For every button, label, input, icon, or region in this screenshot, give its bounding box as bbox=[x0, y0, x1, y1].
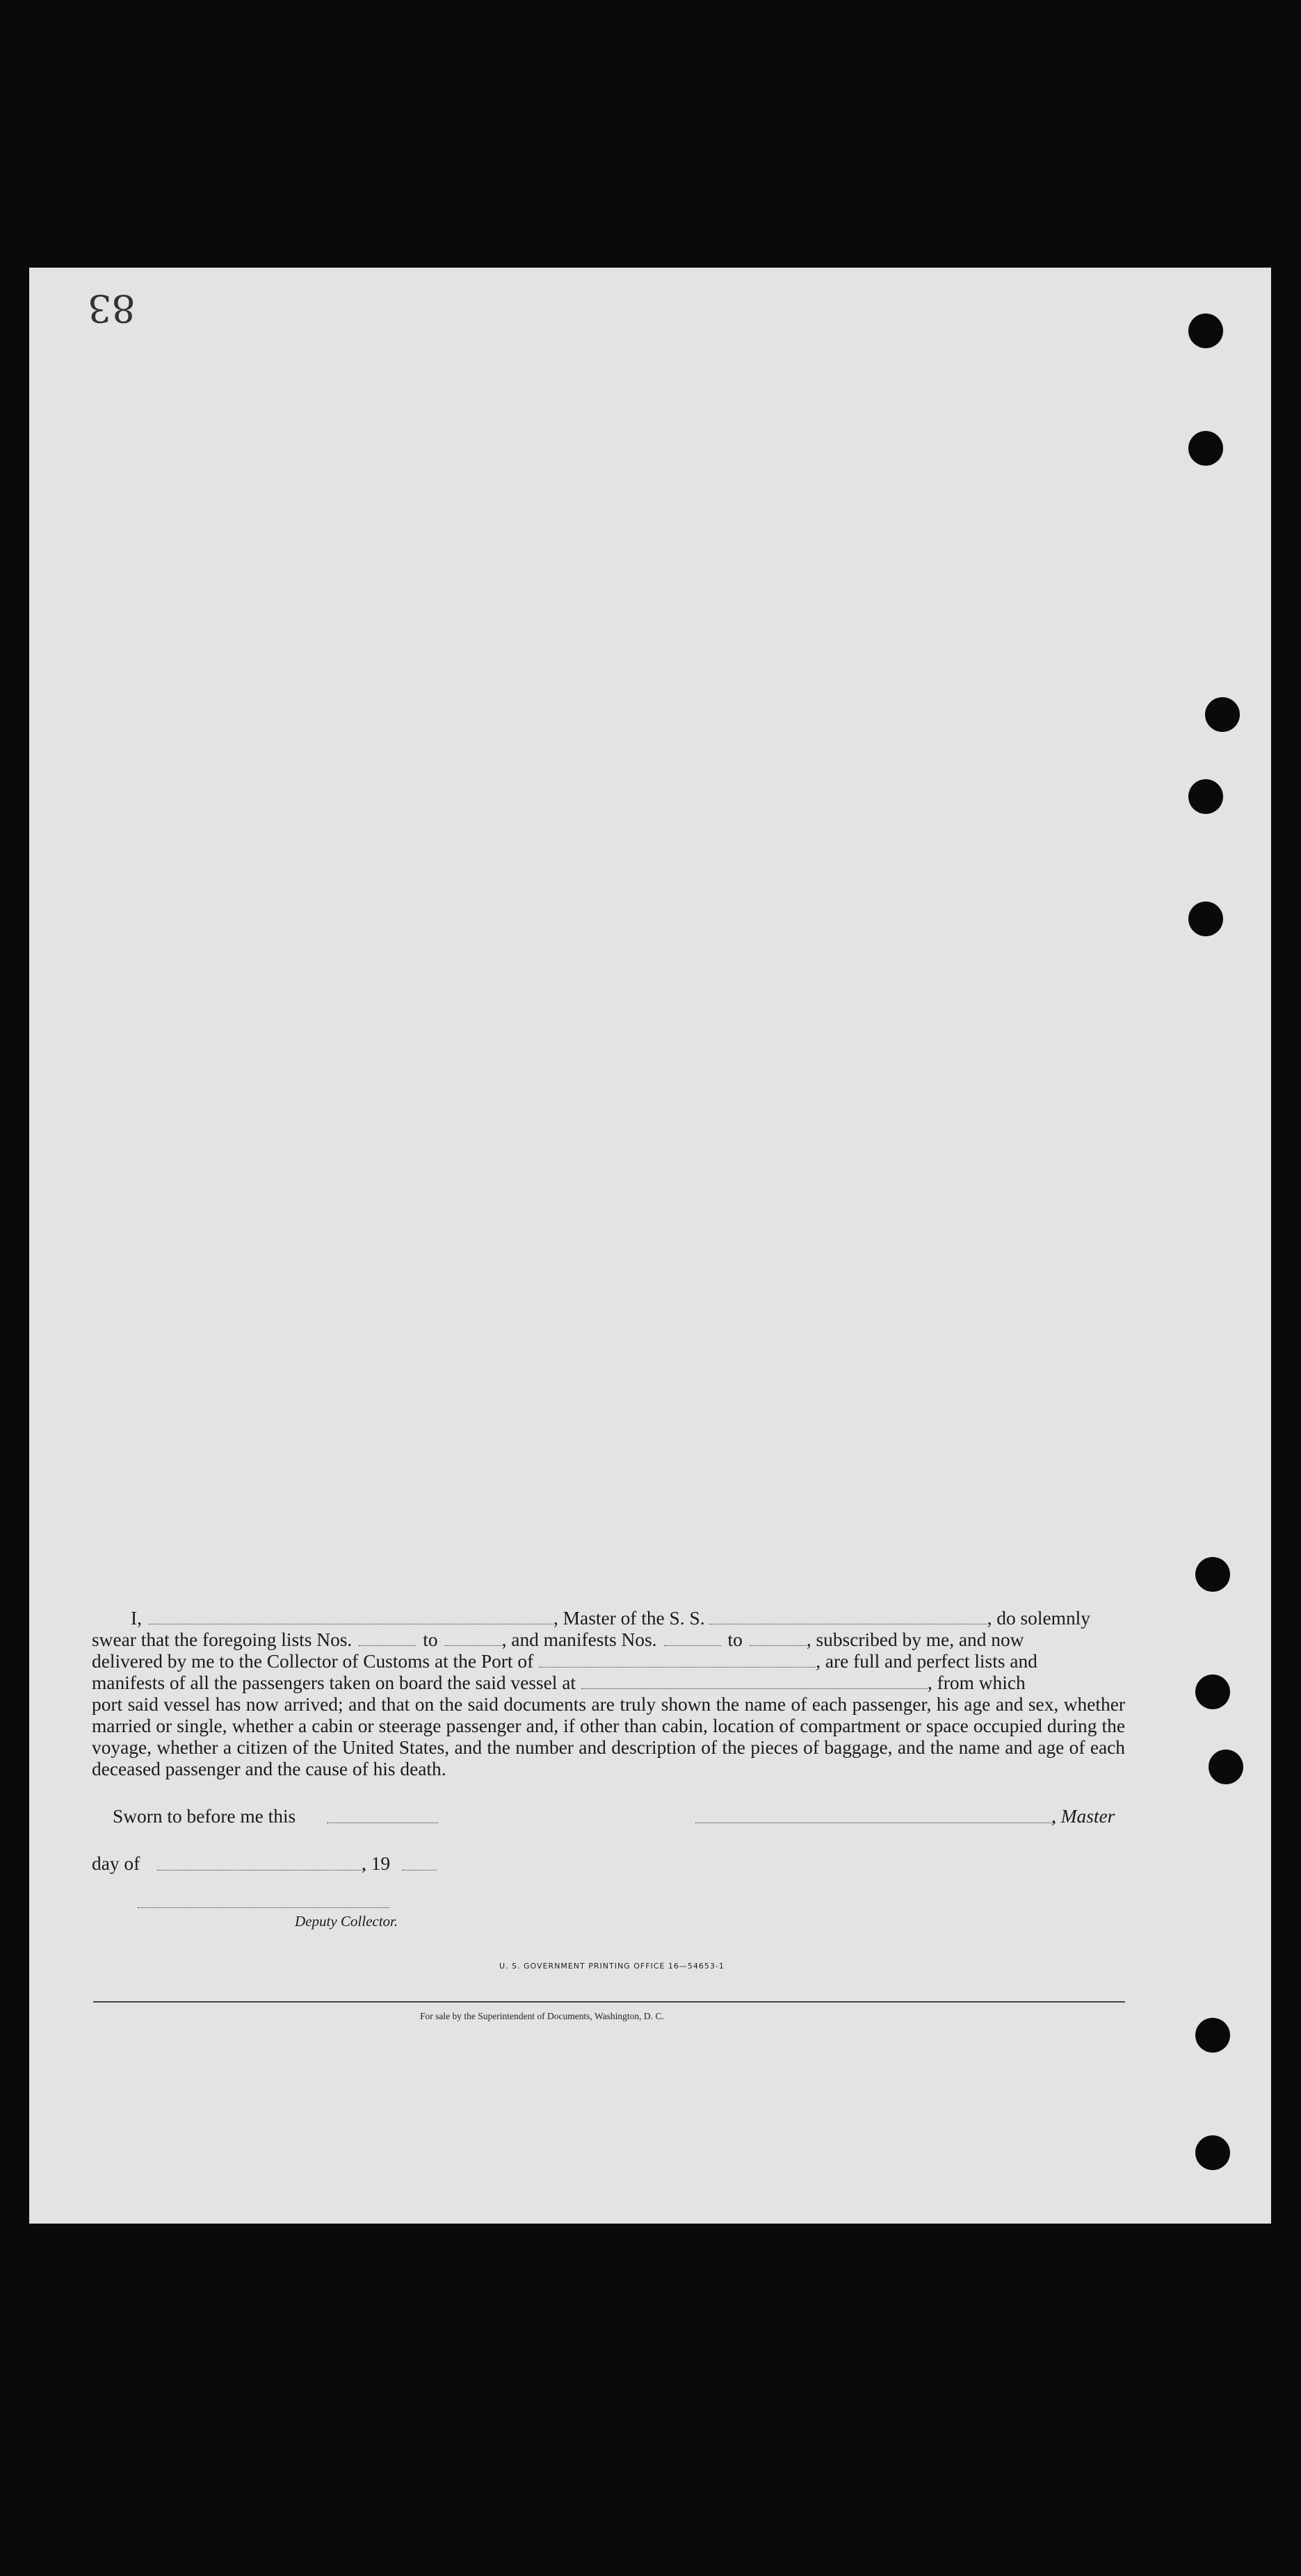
day-of-label: day of bbox=[92, 1853, 140, 1874]
oath-line-4: manifests of all the passengers taken on board the said vessel at , from which bbox=[92, 1672, 1026, 1693]
oath-body: port said vessel has now arrived; and that on the said documents are truly shown the name of each passenger, his age and sex, whether married or single, whether a cabin or steerage passenger and, if other than cabin, location of compartment or space occupied during the voyage, whether a citizen of the United States, and the number and description of the pieces of baggage, and the name and age of each deceased passenger and the cause of his death. bbox=[92, 1694, 1125, 1779]
document-page bbox=[29, 268, 1271, 2224]
sale-notice: For sale by the Superintendent of Documents, Washington, D. C. bbox=[420, 2011, 664, 2021]
oath-line-1: I, , Master of the S. S. , do solemnly bbox=[131, 1608, 1090, 1629]
punch-hole bbox=[1188, 902, 1223, 936]
arrival-port-field[interactable] bbox=[539, 1652, 816, 1668]
deputy-collector-label: Deputy Collector. bbox=[295, 1913, 398, 1930]
punch-hole bbox=[1188, 431, 1223, 466]
footer-rule bbox=[93, 2001, 1125, 2003]
master-name-field[interactable] bbox=[149, 1608, 553, 1624]
list-from-field[interactable] bbox=[359, 1630, 416, 1646]
ship-name-field[interactable] bbox=[709, 1608, 987, 1624]
departure-port-field[interactable] bbox=[581, 1673, 928, 1689]
sworn-label: Sworn to before me this bbox=[113, 1806, 296, 1827]
manifest-from-field[interactable] bbox=[664, 1630, 721, 1646]
punch-hole bbox=[1195, 1557, 1230, 1592]
punch-hole bbox=[1209, 1750, 1243, 1784]
oath-paragraph bbox=[92, 1608, 1125, 1780]
punch-hole bbox=[1195, 2018, 1230, 2053]
printing-office-imprint: U. S. GOVERNMENT PRINTING OFFICE 16—54653-1 bbox=[499, 1962, 725, 1971]
punch-hole bbox=[1195, 1674, 1230, 1709]
list-to-field[interactable] bbox=[445, 1630, 502, 1646]
punch-hole bbox=[1205, 697, 1240, 732]
punch-hole bbox=[1188, 313, 1223, 348]
punch-hole bbox=[1195, 2135, 1230, 2170]
page-number: 83 bbox=[88, 286, 136, 330]
master-label: , Master bbox=[1051, 1806, 1115, 1827]
punch-hole bbox=[1188, 779, 1223, 814]
oath-line-2: swear that the foregoing lists Nos. to , and manifests Nos. to , subscribed by me, and now bbox=[92, 1629, 1024, 1650]
manifest-to-field[interactable] bbox=[750, 1630, 807, 1646]
deputy-signature-field[interactable] bbox=[138, 1907, 389, 1908]
year-label: , 19 bbox=[362, 1853, 391, 1874]
oath-line-3: delivered by me to the Collector of Customs at the Port of , are full and perfect lists and bbox=[92, 1651, 1037, 1672]
